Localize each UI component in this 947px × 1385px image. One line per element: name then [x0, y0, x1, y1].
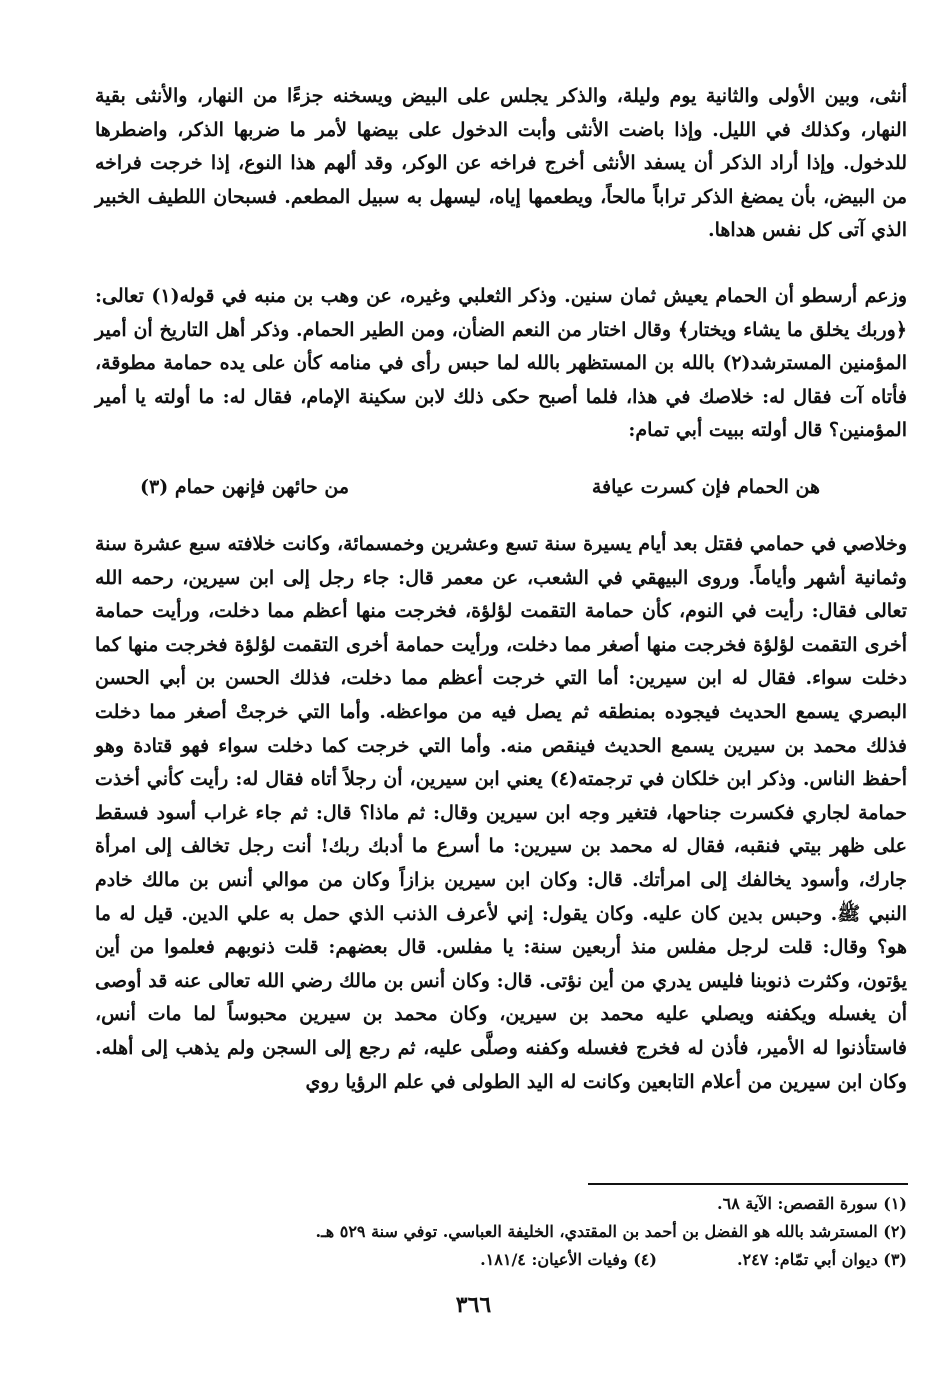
footnote-4: (٤) وفيات الأعيان: ١٨١/٤.: [480, 1250, 657, 1269]
footnote-row: [95, 1246, 907, 1274]
footnote-2: (٢) المسترشد بالله هو الفضل بن أحمد بن المقتدي، الخليفة العباسي. توفي سنة ٥٢٩ هـ.: [315, 1222, 907, 1241]
verse-hemistich-first: هن الحمام فإن كسرت عيافة: [591, 476, 820, 498]
verse-hemistich-second: من حائهن فإنهن حمام (٣): [140, 476, 350, 498]
poetry-verse: [140, 470, 820, 504]
footnote-3: (٣) ديوان أبي تمّام: ٢٤٧.: [736, 1250, 907, 1269]
paragraph-2: وزعم أرسطو أن الحمام يعيش ثمان سنين. وذكر الثعلبي وغيره، عن وهب بن منبه في قوله(١) تعالى: ﴿وربك يخلق ما يشاء ويختار﴾ وقال اختار من النعم الضأن، ومن الطير الحمام. وذكر أهل التاريخ أن أمير المؤمنين المسترشد(٢) بالله بن المستظهر بالله لما حبس رأى في منامه كأن على يده حمامة مطوقة، فأتاه آت فقال له: خلاصك في هذا، فلما أصبح حكى ذلك لابن سكينة الإمام، فقال له: ما أولته يا أمير المؤمنين؟ قال أولته ببيت أبي تمام:: [95, 285, 907, 442]
footnote-separator: [588, 1183, 908, 1185]
page-number: ٣٦٦: [455, 1292, 492, 1318]
footnote-1: (١) سورة القصص: الآية ٦٨.: [717, 1194, 907, 1213]
paragraph-1: أنثى، وبين الأولى والثانية يوم وليلة، والذكر يجلس على البيض ويسخنه جزءًا من النهار، والأنثى بقية النهار، وكذلك في الليل. وإذا باضت الأنثى وأبت الدخول على بيضها لأمر ما ضربها الذكر، واضطرها للدخول. وإذا أراد الذكر أن يسفد الأنثى أخرج فراخه عن الوكر، وقد ألهم هذا النوع، إذا خرجت فراخه من البيض، بأن يمضغ الذكر تراباً مالحاً، ويطعمها إياه، ليسهل به سبيل المطعم. فسبحان اللطيف الخبير الذي آتى كل نفس هداها.: [95, 85, 907, 242]
paragraph-3: وخلاصي في حمامي فقتل بعد أيام يسيرة سنة تسع وعشرين وخمسمائة، وكانت خلافته سبع عشرة سنة وثمانية أشهر وأياماً. وروى البيهقي في الشعب، عن معمر قال: جاء رجل إلى ابن سيرين، رحمه الله تعالى فقال: رأيت في النوم، كأن حمامة التقمت لؤلؤة، فخرجت منها أعظم مما دخلت، ورأيت حمامة أخرى التقمت لؤلؤة فخرجت منها أصغر مما دخلت، ورأيت حمامة أخرى التقمت لؤلؤة فخرجت منها كما دخلت سواء. فقال له ابن سيرين: أما التي خرجت أعظم مما دخلت، فذلك الحسن بن أبي الحسن البصري يسمع الحديث فيجوده بمنطقه ثم يصل فيه من مواعظه. وأما التي خرجتْ أصغر مما دخلت فذلك محمد بن سيرين يسمع الحديث فينقص منه. وأما التي خرجت كما دخلت سواء فهو قتادة وهو أحفظ الناس. وذكر ابن خلكان في ترجمته(٤) يعني ابن سيرين، أن رجلاً أتاه فقال له: رأيت كأني أخذت حمامة لجاري فكسرت جناحها، فتغير وجه ابن سيرين وقال: ثم ماذا؟ قال: ثم جاء غراب أسود فسقط على ظهر بيتي فنقبه، فقال له محمد بن سيرين: ما أسرع ما أدبك ربك! أنت رجل تخالف إلى امرأة جارك، وأسود يخالفك إلى امرأتك. قال: وكان ابن سيرين بزازاً وكان من موالي أنس بن مالك خادم النبي ﷺ. وحبس بدين كان عليه. وكان يقول: إني لأعرف الذنب الذي حمل به علي الدين. قيل له ما هو؟ وقال: قلت لرجل مفلس منذ أربعين سنة: يا مفلس. قال بعضهم: قلت ذنوبهم فعلموا من أين يؤتون، وكثرت ذنوبنا فليس يدري من أين نؤتى. قال: وكان أنس بن مالك رضي الله تعالى عنه قد أوصى أن يغسله ويكفنه ويصلي عليه محمد بن سيرين، وكان محمد بن سيرين محبوساً لما مات أنس، فاستأذنوا له الأمير، فأذن له فخرج فغسله وكفنه وصلَّى عليه، ثم رجع إلى السجن ولم يذهب إلى أهله. وكان ابن سيرين من أعلام التابعين وكانت له اليد الطولى في علم الرؤيا روي: [95, 533, 907, 1093]
footnotes: [95, 1190, 907, 1274]
